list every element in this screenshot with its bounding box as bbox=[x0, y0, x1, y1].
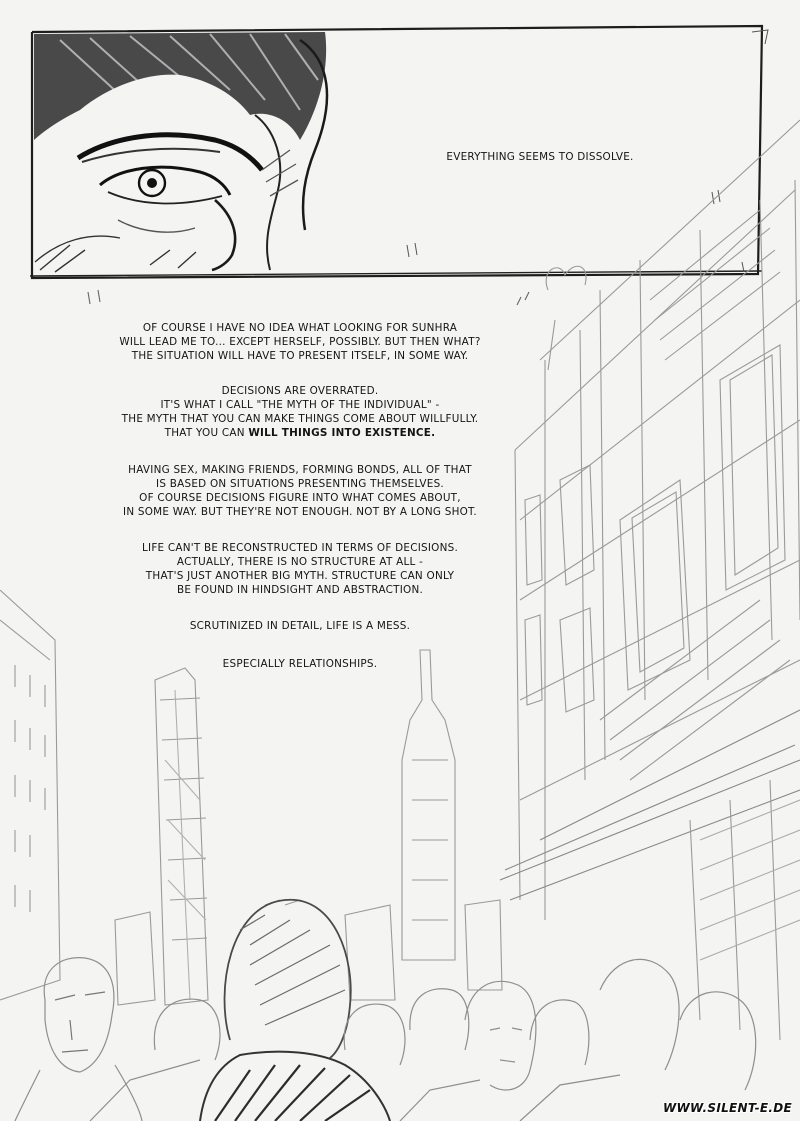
site-watermark: WWW.SILENT-E.DE bbox=[662, 1101, 792, 1115]
narration-line: ACTUALLY, THERE IS NO STRUCTURE AT ALL - bbox=[176, 556, 424, 568]
narration-line: THAT'S JUST ANOTHER BIG MYTH. STRUCTURE CAN ONLY bbox=[145, 570, 455, 582]
caption-line: EVERYTHING SEEMS TO DISSOLVE. bbox=[446, 151, 634, 163]
narration-line: IT'S WHAT I CALL "THE MYTH OF THE INDIVIDUAL" - bbox=[160, 399, 440, 411]
narration-line: LIFE CAN'T BE RECONSTRUCTED IN TERMS OF DECISIONS. bbox=[141, 542, 459, 554]
narration-line-prefix: THAT YOU CAN bbox=[164, 427, 249, 439]
narration-line: IN SOME WAY. BUT THEY'RE NOT ENOUGH. NOT BY A LONG SHOT. bbox=[123, 506, 477, 518]
narration-line: HAVING SEX, MAKING FRIENDS, FORMING BONDS, ALL OF THAT bbox=[128, 464, 472, 476]
narration-line: OF COURSE I HAVE NO IDEA WHAT LOOKING FOR SUNHRA bbox=[142, 322, 458, 334]
narration-line: BE FOUND IN HINDSIGHT AND ABSTRACTION. bbox=[176, 584, 424, 596]
narration-block-4 bbox=[95, 541, 505, 597]
narration-line: DECISIONS ARE OVERRATED. bbox=[221, 385, 379, 397]
caption-everything-dissolves bbox=[420, 150, 660, 164]
narration-line-emphasis bbox=[95, 426, 505, 440]
narration-block-2 bbox=[95, 384, 505, 440]
narration-block-5 bbox=[95, 619, 505, 633]
narration-block-6 bbox=[95, 657, 505, 671]
narration-line: WILL LEAD ME TO... EXCEPT HERSELF, POSSIBLY. BUT THEN WHAT? bbox=[119, 336, 481, 348]
crowd-drawing bbox=[15, 900, 756, 1121]
narration-line: THE MYTH THAT YOU CAN MAKE THINGS COME ABOUT WILLFULLY. bbox=[121, 413, 479, 425]
narration-bold-phrase: WILL THINGS INTO EXISTENCE. bbox=[248, 427, 436, 439]
narration-line: THE SITUATION WILL HAVE TO PRESENT ITSELF, IN SOME WAY. bbox=[131, 350, 469, 362]
narration-line: OF COURSE DECISIONS FIGURE INTO WHAT COMES ABOUT, bbox=[139, 492, 461, 504]
narration-block-3 bbox=[95, 463, 505, 519]
narration-line: ESPECIALLY RELATIONSHIPS. bbox=[222, 658, 378, 670]
narration-block-1 bbox=[95, 321, 505, 363]
narration-line: IS BASED ON SITUATIONS PRESENTING THEMSELVES. bbox=[156, 478, 444, 490]
narration-line: SCRUTINIZED IN DETAIL, LIFE IS A MESS. bbox=[189, 620, 411, 632]
